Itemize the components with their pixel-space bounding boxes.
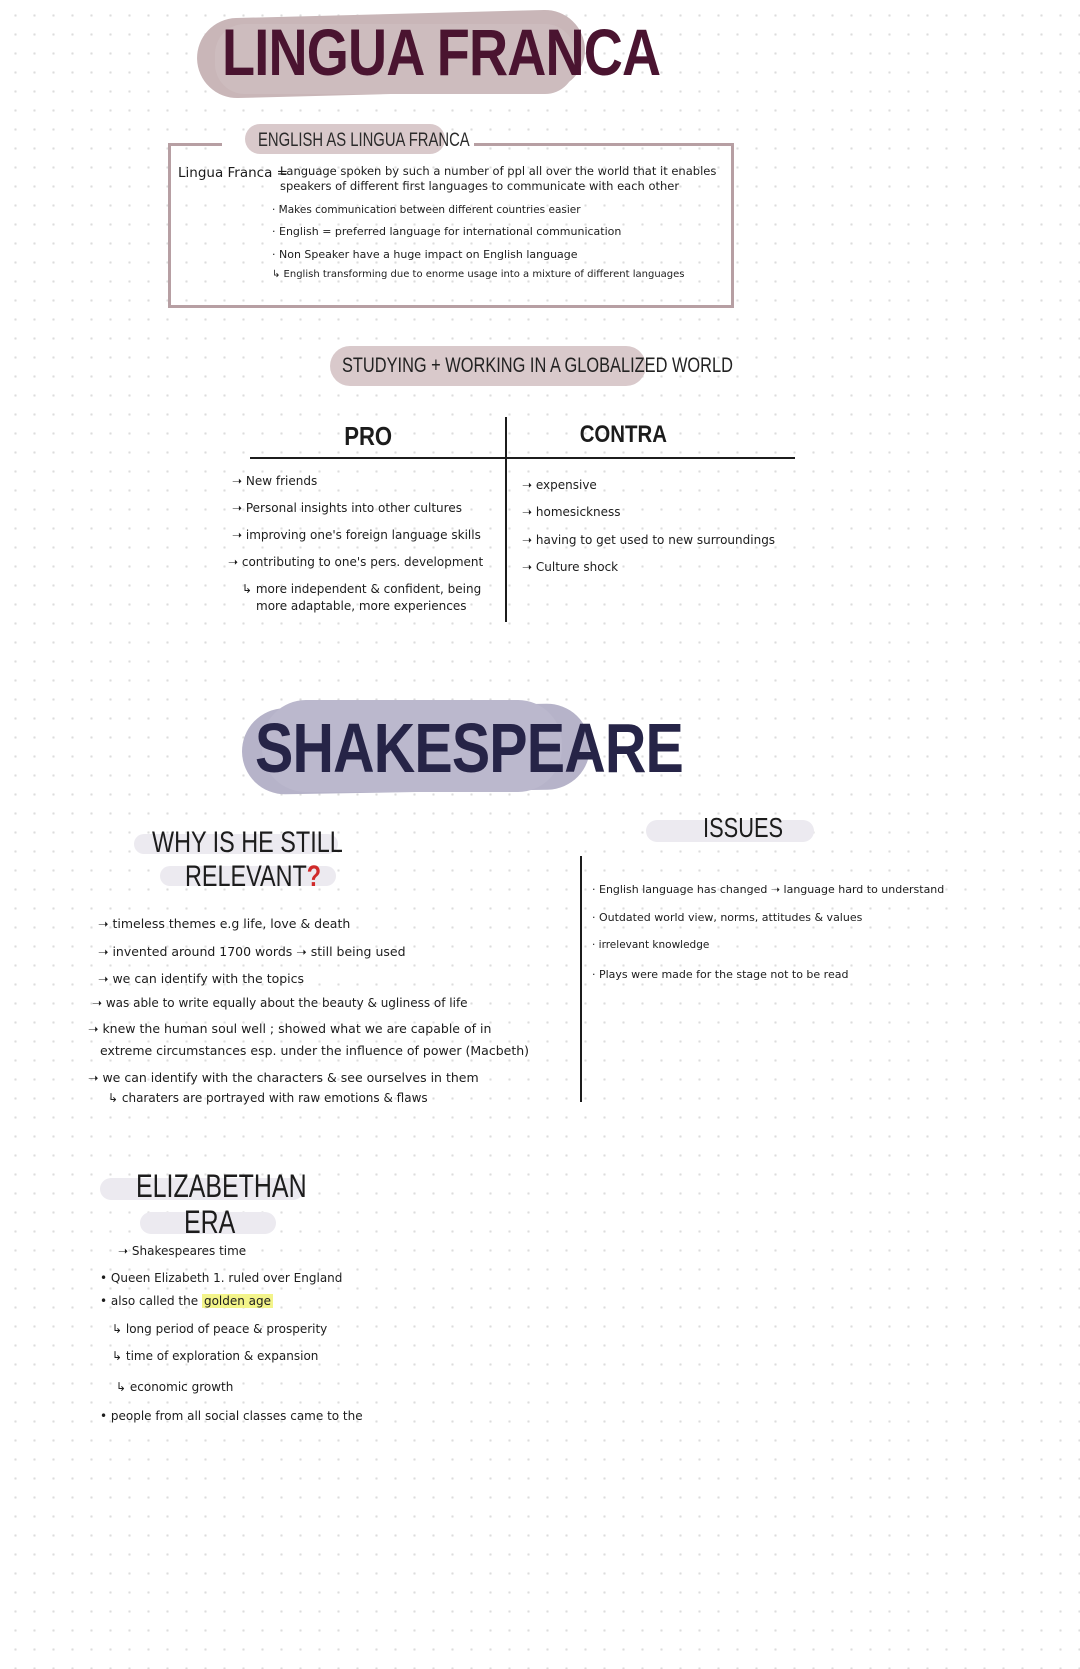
lingua-def-line2: speakers of different first languages to communicate with each other — [280, 179, 680, 193]
eliz-sub: ➝ Shakespeares time — [118, 1244, 247, 1258]
why-item: ➝ invented around 1700 words ➝ still being used — [98, 944, 406, 959]
why-item: ➝ we can identify with the topics — [98, 971, 305, 986]
why-item: ➝ was able to write equally about the beauty & ugliness of life — [92, 996, 468, 1010]
why-item: ➝ timeless themes e.g life, love & death — [98, 916, 351, 931]
pro-item: ➝ Personal insights into other cultures — [232, 501, 462, 515]
why-title-relevant: RELEVANT — [185, 860, 307, 893]
shakespeare-title: SHAKESPEARE — [255, 709, 683, 787]
lingua-label: ENGLISH AS LINGUA FRANCA — [258, 130, 470, 151]
issues-item: · English language has changed ➝ language hard to understand — [592, 883, 945, 896]
pro-item: ➝ contributing to one's pers. development — [228, 555, 484, 569]
contra-item: ➝ expensive — [522, 478, 597, 492]
contra-item: ➝ Culture shock — [522, 560, 619, 574]
pro-subitem: more adaptable, more experiences — [256, 599, 467, 613]
lingua-point: · Makes communication between different countries easier — [272, 204, 581, 216]
lingua-point: ↳ English transforming due to enorme usage into a mixture of different languages — [272, 269, 685, 280]
pro-item: ➝ New friends — [232, 474, 318, 488]
eliz-title-line2: ERA — [184, 1204, 236, 1240]
why-item: extreme circumstances esp. under the influence of power (Macbeth) — [100, 1043, 530, 1058]
lingua-point: · English = preferred language for international communication — [272, 225, 622, 238]
lingua-def-line1: Language spoken by such a number of ppl all over the world that it enables — [280, 164, 717, 178]
issues-header: ISSUES — [703, 812, 784, 843]
why-item: ↳ charaters are portrayed with raw emotions & flaws — [108, 1091, 428, 1105]
eliz-subitem: ↳ time of exploration & expansion — [112, 1349, 319, 1363]
why-question-mark: ? — [306, 860, 322, 893]
eliz-item-text: • also called the — [100, 1294, 199, 1308]
golden-age-highlight: golden age — [203, 1294, 272, 1308]
eliz-subitem: ↳ economic growth — [116, 1380, 234, 1394]
eliz-item: • Queen Elizabeth 1. ruled over England — [100, 1271, 343, 1285]
why-title-line1: WHY IS HE STILL — [152, 826, 343, 859]
pro-item: ➝ improving one's foreign language skills — [232, 528, 481, 542]
eliz-item-golden — [100, 1294, 273, 1308]
shakespeare-divider — [580, 856, 582, 1102]
eliz-title-line1: ELIZABETHAN — [136, 1168, 307, 1204]
why-title-line2 — [185, 860, 321, 894]
table-vertical-rule — [505, 417, 507, 622]
pro-subitem: ↳ more independent & confident, being — [242, 582, 482, 596]
lingua-term: Lingua Franca = — [178, 165, 288, 181]
contra-item: ➝ homesickness — [522, 505, 621, 519]
issues-item: · irrelevant knowledge — [592, 939, 710, 951]
lingua-point: · Non Speaker have a huge impact on English language — [272, 248, 578, 261]
eliz-subitem: ↳ long period of peace & prosperity — [112, 1322, 328, 1336]
pro-header: PRO — [344, 421, 393, 451]
globalized-label: STUDYING + WORKING IN A GLOBALIZED WORLD — [342, 354, 733, 377]
lingua-title: LINGUA FRANCA — [222, 15, 661, 89]
issues-item: · Outdated world view, norms, attitudes & values — [592, 911, 863, 924]
table-horizontal-rule — [250, 457, 795, 459]
contra-header: CONTRA — [579, 421, 667, 448]
why-item: ➝ knew the human soul well ; showed what we are capable of in — [88, 1021, 492, 1036]
contra-item: ➝ having to get used to new surroundings — [522, 533, 776, 547]
issues-item: · Plays were made for the stage not to be read — [592, 968, 849, 981]
eliz-last: • people from all social classes came to the — [100, 1409, 363, 1423]
why-item: ➝ we can identify with the characters & see ourselves in them — [88, 1070, 479, 1085]
